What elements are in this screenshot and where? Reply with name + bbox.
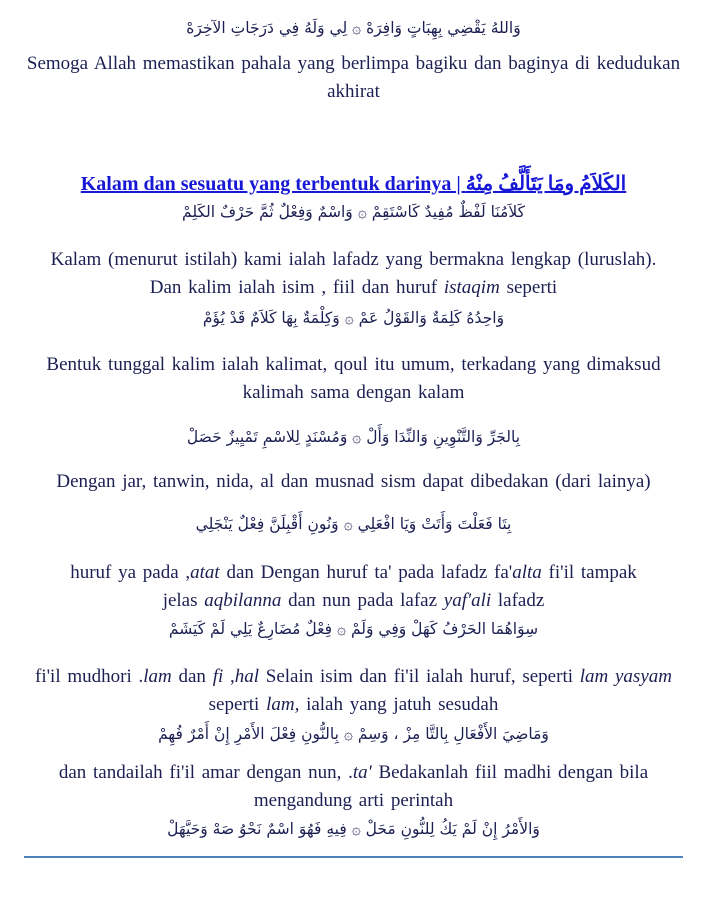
text-run: dan nun pada lafaz <box>281 590 444 611</box>
text-run: dan <box>171 666 213 687</box>
document-page <box>0 14 707 914</box>
text-run: fi'il tampak jelas <box>162 562 637 611</box>
term-italic: alta <box>512 562 542 583</box>
arabic-verse-biljarri: بِالجَرِّ وَالتَّنْوِينِ وَالنِّدَا وَأَلْ ۞ وَمُسْنَدٍ لِلاسْمِ تَمْيِيزٌ حَصَلْ <box>186 428 521 446</box>
term-italic: ta' <box>352 762 372 783</box>
text-run: Bentuk tunggal kalim ialah kalimat, qoul itu umum, terkadang yang dimaksud kalimah sama dengan kalam <box>46 354 661 403</box>
section-heading-link[interactable]: Kalam dan sesuatu yang terbentuk darinya | الكَلاَمُ ومَا يَتَأَلَّفُ مِنْهُ <box>80 173 627 195</box>
text-run: Semoga Allah memastikan pahala yang berlimpa bagiku dan baginya di kedudukan akhirat <box>26 53 681 102</box>
translation-bita <box>54 559 654 615</box>
term-italic: aqbilanna <box>204 590 282 611</box>
arabic-verse-siwahuma: سِوَاهُمَا الحَرْفُ كَهَلْ وَفِي وَلَمْ ۞ فِعْلٌ مُضَارِعٌ يَلِي لَمْ كَيَشَمْ <box>168 620 539 638</box>
text-run: Bedakanlah fiil madhi dengan bila mengandung arti perintah <box>253 762 649 811</box>
term-italic: lam yasyam <box>579 666 672 687</box>
text-run: seperti <box>499 277 558 298</box>
translation-intro <box>24 50 683 106</box>
arabic-verse-wahiduhu: وَاحِدُهُ كَلِمَةٌ وَالقَوْلُ عَمْ ۞ وَكِلْمَةٌ بِهَا كَلاَمٌ قَدْ يُؤَمْ <box>202 309 505 327</box>
text-run: Kalam (menurut istilah) kami ialah lafadz yang bermakna lengkap (luruslah). Dan kalim ialah isim , fiil dan huruf <box>50 249 657 298</box>
translation-kalam <box>34 246 674 302</box>
arabic-verse-madhi: وَمَاضِيَ الأَفْعَالِ بِالتَّا مِزْ ، وَسِمْ ۞ بِالنُّونِ فِعْلَ الأَمْرِ إِنْ أَمْرٌ فُهِمْ <box>158 725 549 743</box>
text-run: dan tandailah fi'il amar dengan nun, . <box>58 762 353 783</box>
text-run: ialah yang jatuh sesudah <box>299 694 499 715</box>
text-run: lafadz <box>491 590 545 611</box>
arabic-verse-intro: وَاللهُ يَقْضِي بِهِبَاتٍ وَافِرَهْ ۞ لِي وَلَهُ فِي دَرَجَاتِ الآخِرَهْ <box>186 19 521 37</box>
text-run: , <box>223 666 235 687</box>
arabic-verse-kalam: كَلاَمُنَا لَفْظٌ مُفِيدٌ كَاسْتَقِمْ ۞ وَاسْمٌ وَفِعْلٌ ثُمَّ حَرْفٌ الكَلِمْ <box>182 203 525 221</box>
translation-siwahuma <box>24 663 683 719</box>
term-italic: atat <box>190 562 220 583</box>
term-italic: fi <box>212 666 224 687</box>
arabic-verse-bita: بِتَا فَعَلْتَ وَأَتَتْ وَيَا افْعَلِي ۞ وَنُونِ أَقْبِلَنَّ فِعْلٌ يَنْجَلِي <box>195 515 512 533</box>
text-run: dan Dengan huruf ta' pada lafadz fa' <box>219 562 513 583</box>
text-run: huruf ya pada , <box>70 562 191 583</box>
arabic-verse-amr: وَالأَمْرُ إِنْ لَمْ يَكُ لِلنُّونِ مَحَلْ ۞ فِيهِ فَهُوَ اسْمٌ نَحْوُ صَهْ وَحَيَّهَلْ <box>167 820 540 838</box>
footer-divider <box>24 856 683 858</box>
text-run: Dengan jar, tanwin, nida, al dan musnad sism dapat dibedakan (dari lainya) <box>56 471 651 492</box>
text-run: seperti <box>208 694 267 715</box>
term-italic: lam, <box>266 694 300 715</box>
translation-wahiduhu <box>44 351 664 407</box>
translation-biljarri <box>34 468 674 496</box>
term-italic: hal <box>234 666 260 687</box>
term-italic: yaf'ali <box>443 590 492 611</box>
text-run: fi'il mudhori . <box>35 666 144 687</box>
term-italic: lam <box>143 666 172 687</box>
term-italic: istaqim <box>443 277 500 298</box>
translation-madhi <box>24 759 683 815</box>
text-run: Selain isim dan fi'il ialah huruf, seperti <box>259 666 580 687</box>
